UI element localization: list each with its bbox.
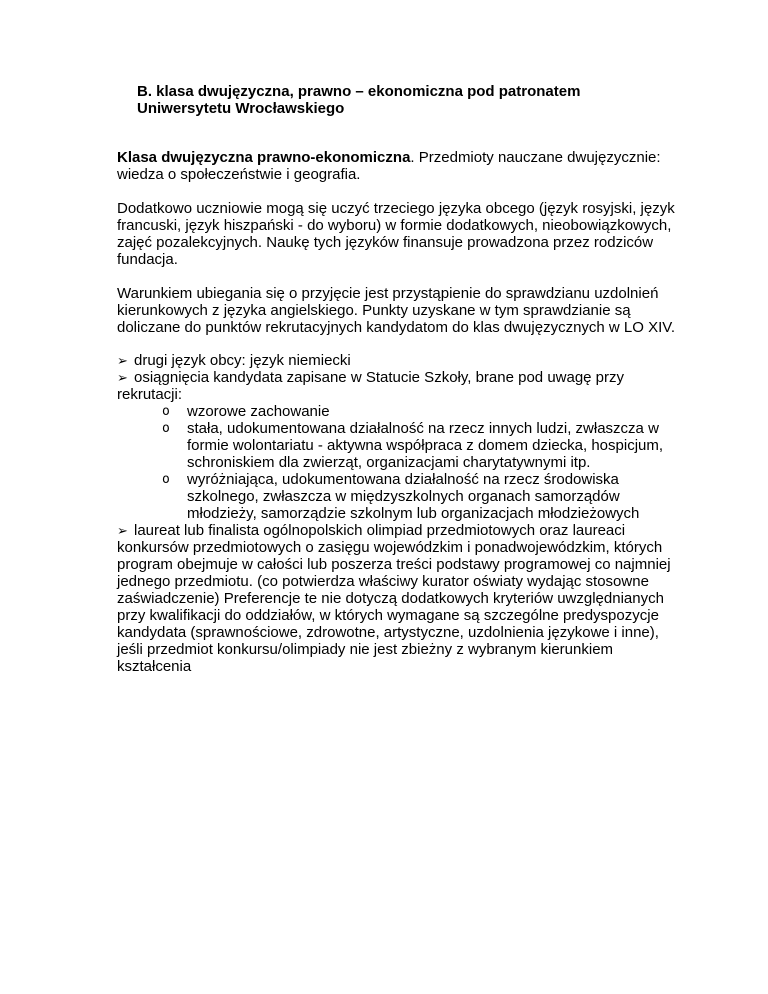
criteria-list xyxy=(117,352,677,675)
sub-list-item xyxy=(117,420,677,471)
third-language-paragraph: Dodatkowo uczniowie mogą się uczyć trzeciego języka obcego (język rosyjski, język francuski, język hiszpański - do wyboru) w formie dodatkowych, nieobowiązkowych, zajęć pozalekcyjnych. Naukę tych języków finansuje prowadzona przez rodziców fundacja. xyxy=(117,200,675,268)
list-item-text: osiągnięcia kandydata zapisane w Statucie Szkoły, brane pod uwagę przy rekrutacji: xyxy=(117,369,625,403)
sub-list-item xyxy=(117,403,677,420)
admission-test-paragraph: Warunkiem ubiegania się o przyjęcie jest przystąpienie do sprawdzianu uzdolnień kierunkowych z języka angielskiego. Punkty uzyskane w tym sprawdzianie są doliczane do punktów rekrutacyjnych kandydatom do klas dwujęzycznych w LO XIV. xyxy=(117,285,676,336)
section-heading xyxy=(137,83,657,117)
class-name-bold: Klasa dwujęzyczna prawno-ekonomiczna xyxy=(117,149,411,166)
list-item-text: drugi język obcy: język niemiecki xyxy=(134,352,351,369)
list-item xyxy=(117,522,677,675)
heading-line-1: B. klasa dwujęzyczna, prawno – ekonomiczna pod patronatem xyxy=(137,83,581,100)
circle-bullet-icon: o xyxy=(162,421,170,436)
list-item-text: laureat lub finalista ogólnopolskich olimpiad przedmiotowych oraz laureaci konkursów przedmiotowych o zasięgu wojewódzkim i ponadwojewódzkim, których program obejmuje w całości lub poszerza treści podstawy programowej co najmniej jednego przedmiotu. (co potwierdza właściwy kurator oświaty wydając stosowne zaświadczenie) Preferencje te nie dotyczą dodatkowych kryteriów uwzględnianych przy kwalifikacji do oddziałów, w których wymagane są szczególne predyspozycje kandydata (sprawnościowe, zdrowotne, artystyczne, uzdolnienia językowe i inne), jeśli przedmiot konkursu/olimpiady nie jest zbieżny z wybranym kierunkiem kształcenia xyxy=(117,522,671,675)
sub-list-item xyxy=(117,471,677,522)
sub-list-item-text: stała, udokumentowana działalność na rzecz innych ludzi, zwłaszcza w formie wolontariatu - aktywna współpraca z domem dziecka, hospicjum, schroniskiem dla zwierząt, organizacjami charytatywnymi itp. xyxy=(187,420,664,471)
circle-bullet-icon: o xyxy=(162,404,170,419)
arrow-bullet-icon: ➢ xyxy=(117,523,128,538)
document-body xyxy=(117,83,677,675)
list-item xyxy=(117,352,677,369)
arrow-bullet-icon: ➢ xyxy=(117,370,128,385)
list-item xyxy=(117,369,677,403)
sub-list-item-text: wzorowe zachowanie xyxy=(187,403,330,420)
class-description-paragraph xyxy=(117,149,677,183)
sub-list-item-text: wyróżniająca, udokumentowana działalność na rzecz środowiska szkolnego, zwłaszcza w międzyszkolnych organach samorządów młodzieży, samorządzie szkolnym lub organizacjach młodzieżowych xyxy=(187,471,640,522)
class-description-text: . Przedmioty nauczane dwujęzycznie: wiedza o społeczeństwie i geografia. xyxy=(117,149,661,183)
arrow-bullet-icon: ➢ xyxy=(117,353,128,368)
heading-line-2: Uniwersytetu Wrocławskiego xyxy=(137,100,345,117)
circle-bullet-icon: o xyxy=(162,472,170,487)
